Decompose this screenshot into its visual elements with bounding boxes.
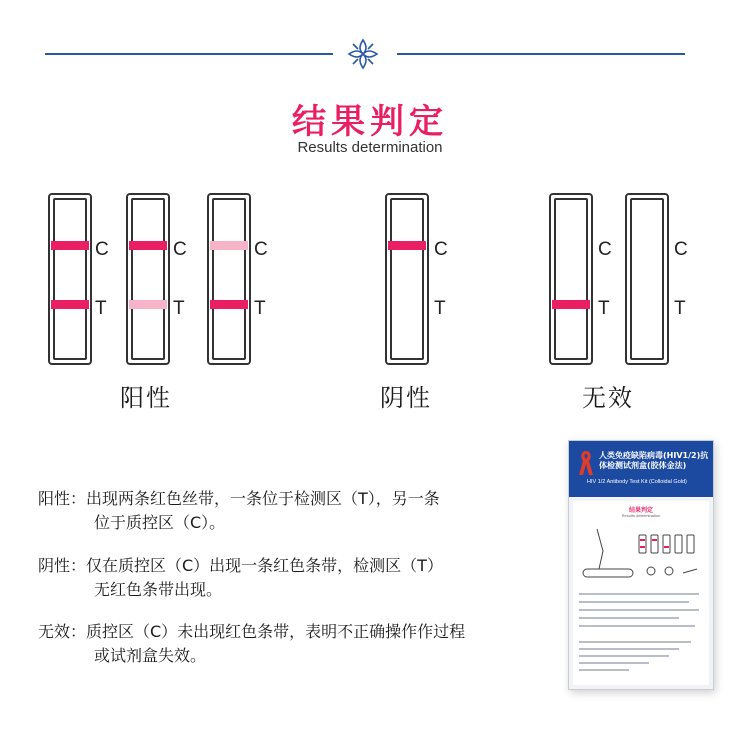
page-title: 结果判定 [292,102,448,142]
page-subtitle: Results determination [297,139,443,156]
positive-desc-line2: 位于质控区（C）。 [94,513,226,532]
box-text-line [579,669,629,671]
product-box-image [568,440,714,690]
box-diagram [579,525,703,581]
control-band [129,241,167,250]
negative-desc-line1: 阴性：仅在质控区（C）出现一条红色条带，检测区（T） [38,556,443,575]
test-strip-invalid-1 [549,193,593,365]
box-text-line [579,609,699,611]
box-text-line [579,655,669,657]
negative-label: 阴性 [380,384,432,412]
box-text-line [579,648,679,650]
test-strip-negative [385,193,429,365]
control-band [388,241,426,250]
box-text-line [579,625,695,627]
rule-right [397,53,685,55]
negative-description [38,554,443,602]
red-ribbon-icon [577,449,595,477]
t-label: T [173,298,185,319]
positive-description [38,487,440,535]
test-band [210,300,248,309]
box-text-line [579,641,691,643]
c-label: C [434,239,448,260]
t-label: T [434,298,446,319]
invalid-desc-line1: 无效：质控区（C）未出现红色条带，表明不正确操作作过程 [38,622,466,641]
positive-desc-line1: 阳性：出现两条红色丝带，一条位于检测区（T），另一条 [38,489,440,508]
t-label: T [95,298,107,319]
test-band [552,300,590,309]
c-label: C [95,239,109,260]
test-strip-positive-2 [126,193,170,365]
c-label: C [598,239,612,260]
box-text-line [579,601,689,603]
box-section-subtitle: Results determination [621,513,661,518]
t-label: T [598,298,610,319]
c-label: C [173,239,187,260]
control-band-faint [210,241,248,250]
c-label: C [674,239,688,260]
test-strip-positive-3 [207,193,251,365]
control-band [51,241,89,250]
invalid-description [38,620,465,668]
invalid-desc-line2: 或试剂盒失效。 [94,646,207,665]
t-label: T [674,298,686,319]
product-name: 人类免疫缺陷病毒(HIV1/2)抗体检测试剂盒(胶体金法) [599,451,709,470]
test-strip-invalid-2 [625,193,669,365]
invalid-label: 无效 [582,384,634,412]
c-label: C [254,239,268,260]
negative-desc-line2: 无红色条带出现。 [94,580,223,599]
box-text-line [579,617,679,619]
t-label: T [254,298,266,319]
product-name-en: HIV 1/2 Antibody Test Kit (Colloidal Gold) [587,479,687,485]
test-band [51,300,89,309]
positive-label: 阳性 [120,384,172,412]
rule-left [45,53,333,55]
box-text-line [579,662,649,664]
flower-ornament-icon [345,36,381,72]
test-band-faint [129,300,167,309]
box-section-title: 结果判定 [628,507,653,514]
test-strip-positive-1 [48,193,92,365]
box-text-line [579,593,699,595]
